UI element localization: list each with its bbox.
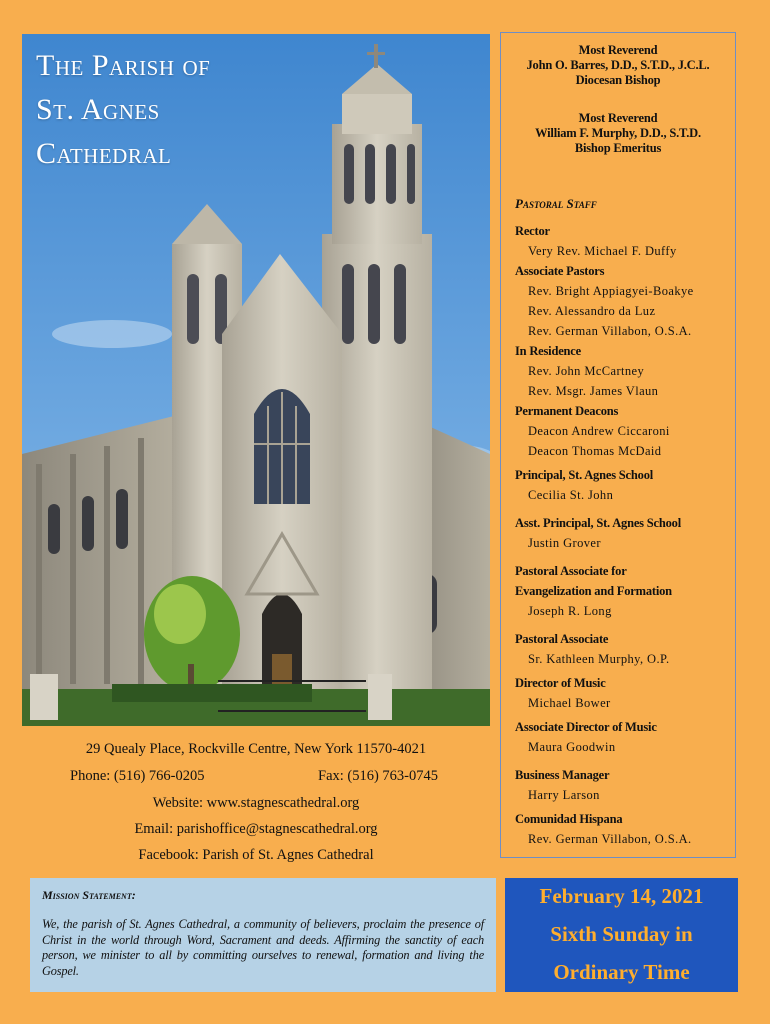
- staff-role: Pastoral Associate for: [515, 564, 627, 578]
- phone-number: Phone: (516) 766-0205: [70, 768, 205, 784]
- staff-role: In Residence: [515, 344, 582, 358]
- staff-role: Evangelization and Formation: [515, 584, 672, 598]
- date-box: [505, 878, 738, 992]
- parish-title-line-1: The Parish of: [36, 49, 211, 82]
- staff-list: [515, 221, 733, 849]
- staff-person: Rev. Alessandro da Luz: [528, 304, 656, 318]
- diocesan-bishop: [501, 43, 735, 88]
- staff-person: Very Rev. Michael F. Duffy: [528, 244, 677, 258]
- staff-role: Director of Music: [515, 676, 606, 690]
- bishop-name: John O. Barres, D.D., S.T.D., J.C.L.: [526, 58, 710, 72]
- staff-person: Rev. German Villabon, O.S.A.: [528, 832, 692, 846]
- staff-role: Permanent Deacons: [515, 404, 619, 418]
- staff-role: Asst. Principal, St. Agnes School: [515, 516, 681, 530]
- facebook-link[interactable]: Facebook: Parish of St. Agnes Cathedral: [138, 847, 374, 863]
- staff-person: Rev. German Villabon, O.S.A.: [528, 324, 692, 338]
- parish-title: [36, 44, 210, 176]
- staff-person: Rev. Msgr. James Vlaun: [528, 384, 659, 398]
- bishop-emeritus: [501, 111, 735, 156]
- staff-role: Comunidad Hispana: [515, 812, 623, 826]
- address: 29 Quealy Place, Rockville Centre, New York 11570-4021: [85, 741, 427, 757]
- bishop-title: Most Reverend: [578, 43, 658, 57]
- email-link[interactable]: Email: parishoffice@stagnescathedral.org: [134, 821, 378, 837]
- bishop-role: Diocesan Bishop: [575, 73, 661, 87]
- liturgical-day-line-2: Ordinary Time: [553, 960, 690, 984]
- staff-person: Rev. Bright Appiagyei-Boakye: [528, 284, 694, 298]
- bulletin-date: February 14, 2021: [539, 884, 704, 908]
- staff-person: Sr. Kathleen Murphy, O.P.: [528, 652, 670, 666]
- staff-role: Pastoral Associate: [515, 632, 609, 646]
- parish-title-line-3: Cathedral: [36, 137, 172, 170]
- parish-title-line-2: St. Agnes: [36, 93, 160, 126]
- staff-person: Joseph R. Long: [528, 604, 612, 618]
- mission-title: Mission Statement:: [42, 888, 136, 902]
- pastoral-staff-heading: Pastoral Staff: [515, 196, 597, 211]
- mission-statement: [30, 878, 496, 992]
- staff-person: Harry Larson: [528, 788, 600, 802]
- staff-person: Deacon Thomas McDaid: [528, 444, 662, 458]
- emeritus-title: Most Reverend: [578, 111, 658, 125]
- staff-person: Cecilia St. John: [528, 488, 614, 502]
- staff-role: Business Manager: [515, 768, 610, 782]
- staff-role: Associate Pastors: [515, 264, 605, 278]
- staff-person: Rev. John McCartney: [528, 364, 645, 378]
- staff-role: Associate Director of Music: [515, 720, 657, 734]
- staff-panel: [500, 32, 736, 858]
- emeritus-role: Bishop Emeritus: [574, 141, 662, 155]
- staff-role: Principal, St. Agnes School: [515, 468, 654, 482]
- staff-person: Justin Grover: [528, 536, 601, 550]
- staff-person: Michael Bower: [528, 696, 611, 710]
- website-link[interactable]: Website: www.stagnescathedral.org: [152, 795, 360, 811]
- staff-person: Maura Goodwin: [528, 740, 616, 754]
- liturgical-day-line-1: Sixth Sunday in: [550, 922, 693, 946]
- fax-number: Fax: (516) 763-0745: [318, 768, 439, 784]
- staff-role: Rector: [515, 224, 550, 238]
- emeritus-name: William F. Murphy, D.D., S.T.D.: [535, 126, 701, 140]
- staff-person: Deacon Andrew Ciccaroni: [528, 424, 670, 438]
- mission-text: We, the parish of St. Agnes Cathedral, a community of believers, proclaim the presence of Christ in the world through Word, Sacrament and deeds. Affirming the sanctity of each person, we minister to all by committing ourselves to renewal, formation and living the Gospel.: [42, 917, 484, 978]
